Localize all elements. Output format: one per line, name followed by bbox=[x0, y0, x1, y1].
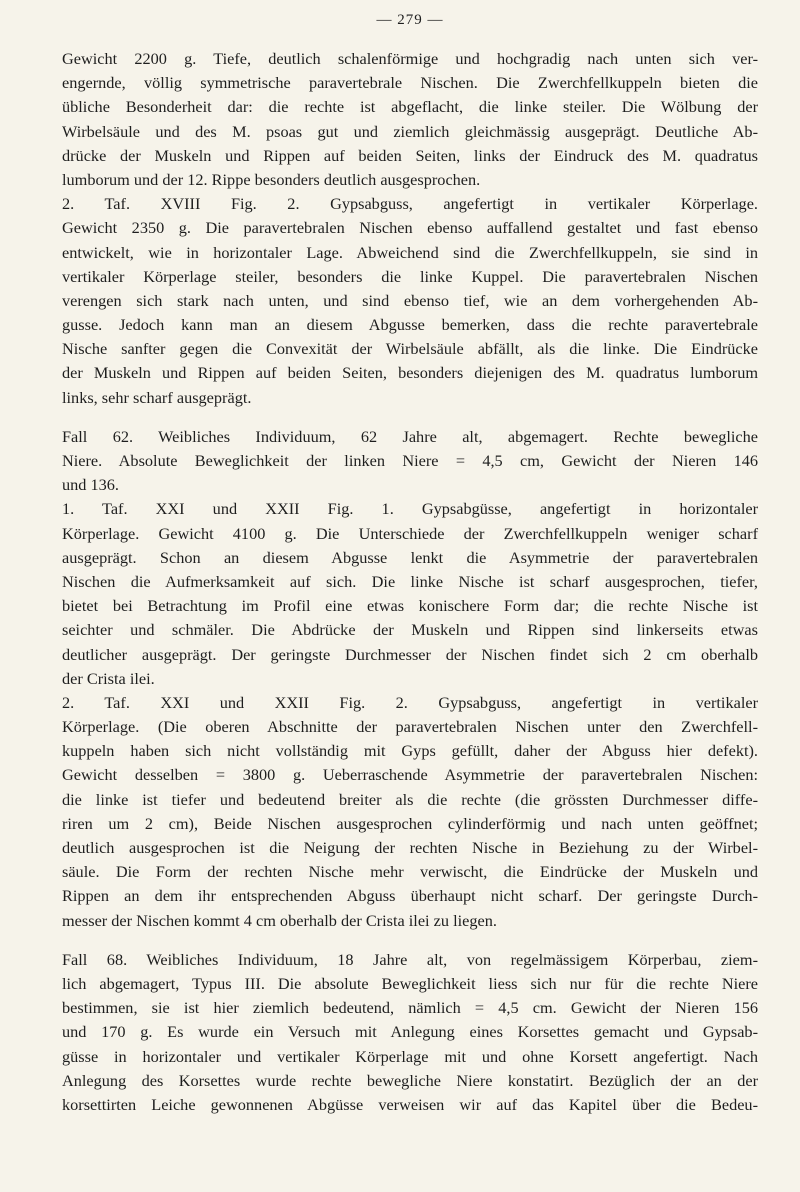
text-line: bietet bei Betrachtung im Profil eine etwas konischere Form dar; die rechte Nische ist bbox=[62, 596, 758, 616]
text-line: lumborum und der 12. Rippe besonders deutlich ausgesprochen. bbox=[62, 169, 481, 189]
text-line: güsse in horizontaler und vertikaler Körperlage mit und ohne Korsett angefertigt. Nach bbox=[62, 1046, 758, 1066]
text-line: Gewicht 2200 g. Tiefe, deutlich schalenförmige und hochgradig nach unten sich ver- bbox=[62, 49, 758, 68]
text-line: Körperlage. (Die oberen Abschnitte der paravertebralen Nischen unter den Zwerchfell- bbox=[62, 717, 758, 737]
text-line: die linke ist tiefer und bedeutend breiter als die rechte (die grössten Durchmesser diffe- bbox=[62, 789, 758, 809]
text-line: Rippen an dem ihr entsprechenden Abguss überhaupt nicht scharf. Der geringste Durch- bbox=[62, 886, 758, 906]
text-line: Körperlage. Gewicht 4100 g. Die Unterschiede der Zwerchfellkuppeln weniger scharf bbox=[62, 523, 758, 543]
text-block bbox=[62, 47, 758, 410]
text-line: kuppeln haben sich nicht vollständig mit Gyps gefüllt, daher der Abguss hier defekt). bbox=[62, 741, 758, 761]
text-line: 1. Taf. XXI und XXII Fig. 1. Gypsabgüsse, angefertigt in horizontaler bbox=[62, 499, 758, 519]
text-line: deutlich ausgesprochen ist die Neigung der rechten Nische in Beziehung zu der Wirbel- bbox=[62, 838, 758, 857]
paragraph-gap bbox=[62, 410, 758, 425]
text-line: ausgeprägt. Schon an diesem Abgusse lenkt die Asymmetrie der paravertebralen bbox=[62, 547, 758, 567]
text-line: 2. Taf. XXI und XXII Fig. 2. Gypsabguss, angefertigt in vertikaler bbox=[62, 692, 758, 712]
text-line: vertikaler Körperlage steiler, besonders die linke Kuppel. Die paravertebralen Nischen bbox=[62, 266, 758, 286]
text-line: und 170 g. Es wurde ein Versuch mit Anlegung eines Korsettes gemacht und Gypsab- bbox=[62, 1022, 758, 1042]
text-line: Anlegung des Korsettes wurde rechte bewegliche Niere konstatirt. Bezüglich der an der bbox=[62, 1070, 758, 1090]
text-body bbox=[62, 47, 758, 1117]
text-line: Niere. Absolute Beweglichkeit der linken Niere = 4,5 cm, Gewicht der Nieren 146 bbox=[62, 451, 758, 470]
text-line: messer der Nischen kommt 4 cm oberhalb der Crista ilei zu liegen. bbox=[62, 910, 497, 930]
text-line: deutlicher ausgeprägt. Der geringste Durchmesser der Nischen findet sich 2 cm oberhalb bbox=[62, 644, 758, 664]
text-line: Gewicht desselben = 3800 g. Ueberraschende Asymmetrie der paravertebralen Nischen: bbox=[62, 765, 758, 785]
text-line: entwickelt, wie in horizontaler Lage. Abweichend sind die Zwerchfellkuppeln, sie sind in bbox=[62, 242, 758, 262]
paragraph-gap bbox=[62, 933, 758, 948]
text-line: der Muskeln und Rippen auf beiden Seiten, besonders diejenigen des M. quadratus lumborum bbox=[62, 363, 758, 383]
text-line: Nische sanfter gegen die Convexität der Wirbelsäule abfällt, als die linke. Die Eindrücke bbox=[62, 339, 758, 359]
text-line: und 136. bbox=[62, 475, 119, 495]
text-line: drücke der Muskeln und Rippen auf beiden Seiten, links der Eindruck des M. quadratus bbox=[62, 145, 758, 165]
text-block bbox=[62, 948, 758, 1117]
text-line: 2. Taf. XVIII Fig. 2. Gypsabguss, angefertigt in vertikaler Körperlage. bbox=[62, 194, 758, 214]
text-line: korsettirten Leiche gewonnenen Abgüsse verweisen wir auf das Kapitel über die Bedeu- bbox=[62, 1094, 758, 1114]
text-block bbox=[62, 425, 758, 933]
text-line: Wirbelsäule und des M. psoas gut und ziemlich gleichmässig ausgeprägt. Deutliche Ab- bbox=[62, 121, 758, 141]
text-line: verengen sich stark nach unten, und sind ebenso tief, wie an dem vorhergehenden Ab- bbox=[62, 290, 758, 310]
text-line: Nischen die Aufmerksamkeit auf sich. Die linke Nische ist scharf ausgesprochen, tiefer, bbox=[62, 571, 758, 591]
text-line: engernde, völlig symmetrische paravertebrale Nischen. Die Zwerchfellkuppeln bieten die bbox=[62, 73, 758, 93]
text-line: Fall 62. Weibliches Individuum, 62 Jahre alt, abgemagert. Rechte bewegliche bbox=[62, 426, 758, 446]
text-line: gusse. Jedoch kann man an diesem Abgusse bemerken, dass die rechte paravertebrale bbox=[62, 315, 758, 335]
text-line: seichter und schmäler. Die Abdrücke der Muskeln und Rippen sind linkerseits etwas bbox=[62, 620, 758, 640]
text-line: lich abgemagert, Typus III. Die absolute Beweglichkeit liess sich nur für die rechte Niere bbox=[62, 973, 758, 993]
text-line: riren um 2 cm), Beide Nischen ausgesprochen cylinderförmig und nach unten geöffnet; bbox=[62, 813, 758, 833]
text-line: übliche Besonderheit dar: die rechte ist abgeflacht, die linke steiler. Die Wölbung der bbox=[62, 97, 758, 117]
text-line: links, sehr scharf ausgeprägt. bbox=[62, 387, 252, 407]
text-line: Fall 68. Weibliches Individuum, 18 Jahre alt, von regelmässigem Körperbau, ziem- bbox=[62, 949, 758, 969]
text-line: Gewicht 2350 g. Die paravertebralen Nischen ebenso auffallend gestaltet und fast ebenso bbox=[62, 218, 758, 238]
text-line: säule. Die Form der rechten Nische mehr verwischt, die Eindrücke der Muskeln und bbox=[62, 862, 758, 882]
page-number: — 279 — bbox=[376, 12, 444, 28]
text-line: bestimmen, sie ist hier ziemlich bedeutend, nämlich = 4,5 cm. Gewicht der Nieren 156 bbox=[62, 998, 758, 1018]
text-line: der Crista ilei. bbox=[62, 668, 155, 688]
